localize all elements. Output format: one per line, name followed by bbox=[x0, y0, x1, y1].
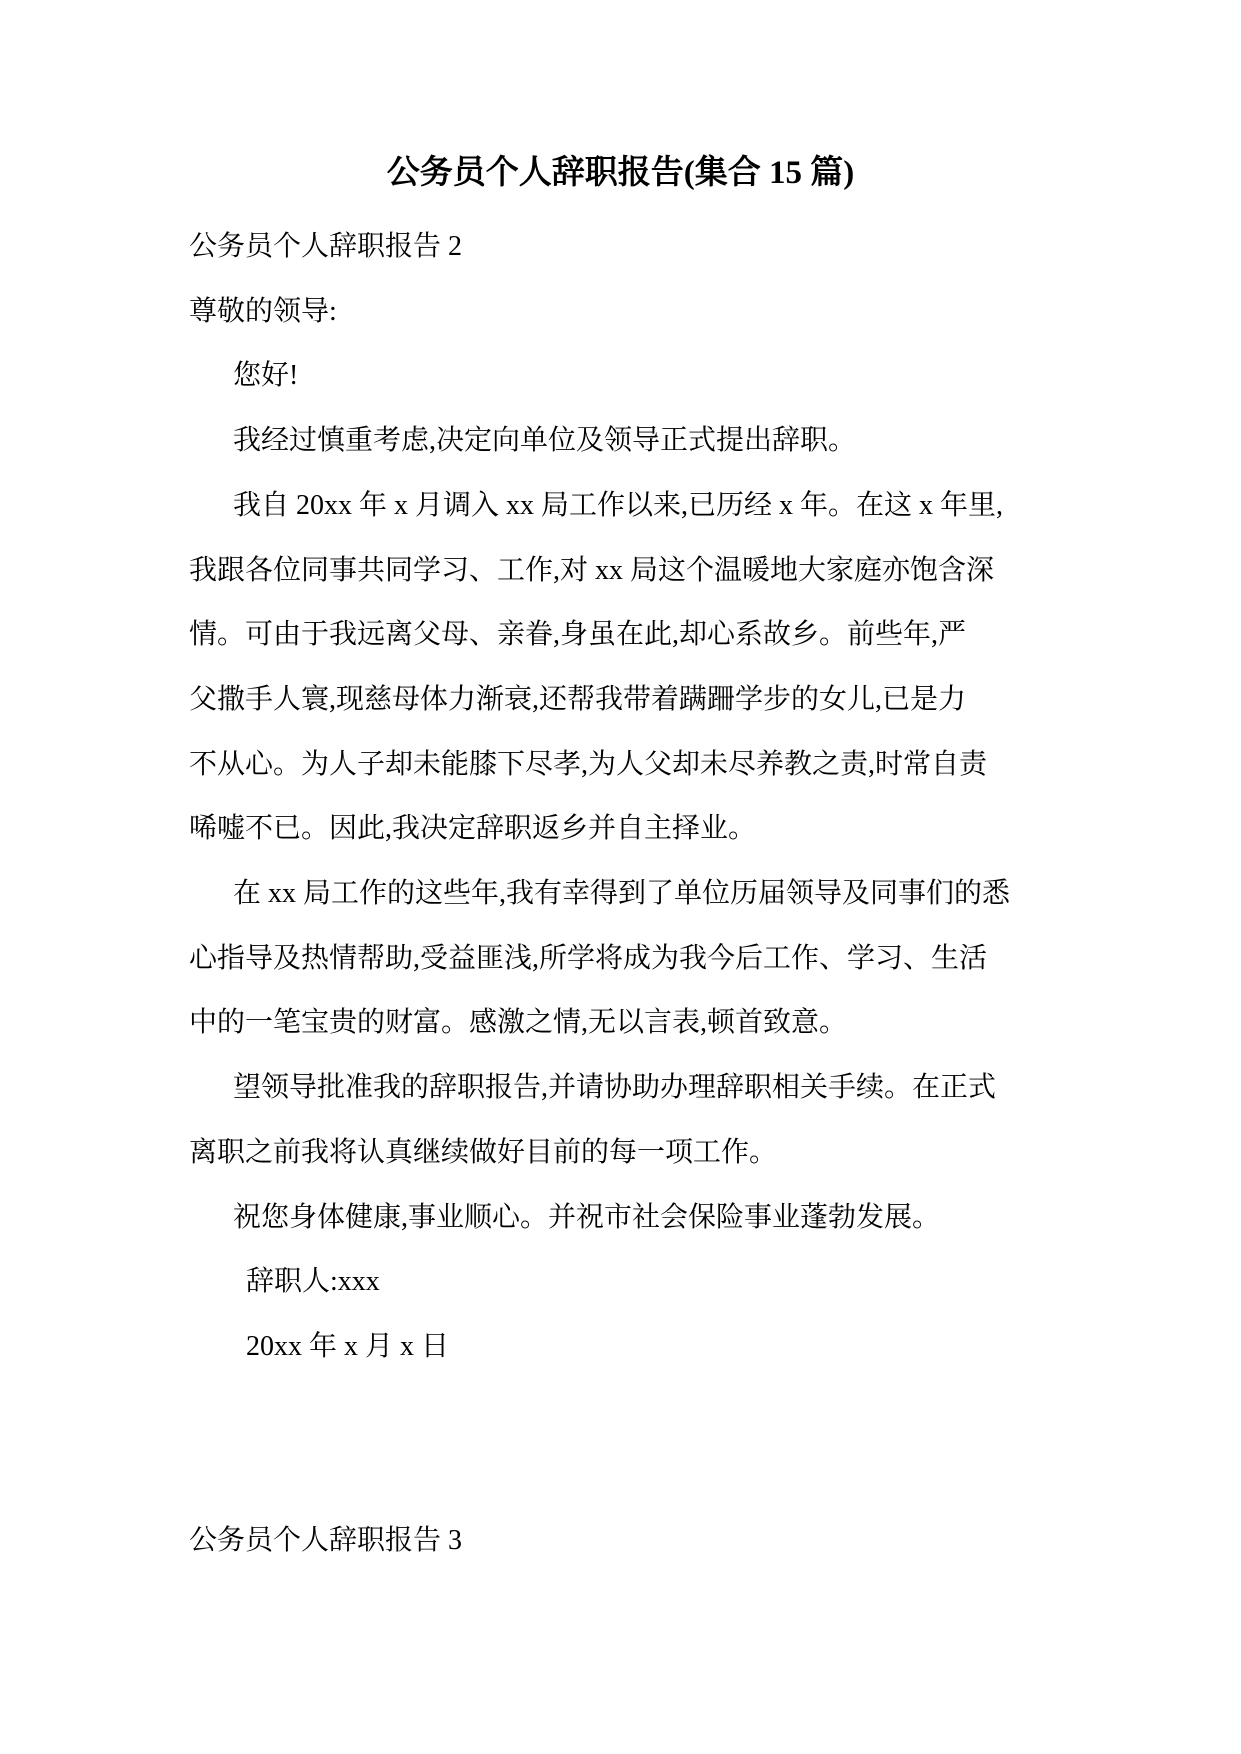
document-line: 公务员个人辞职报告 2 bbox=[189, 231, 463, 262]
document-line: 心指导及热情帮助,受益匪浅,所学将成为我今后工作、学习、生活 bbox=[189, 942, 988, 974]
document-line: 在 xx 局工作的这些年,我有幸得到了单位历届领导及同事们的悉 bbox=[233, 878, 1011, 910]
document-line bbox=[189, 1380, 1094, 1445]
document-line: 不从心。为人子却未能膝下尽孝,为人父却未尽养教之责,时常自责 bbox=[189, 748, 988, 780]
document-line: 离职之前我将认真继续做好目前的每一项工作。 bbox=[189, 1136, 778, 1168]
document-line: 您好! bbox=[233, 360, 299, 392]
document-line: 祝您身体健康,事业顺心。并祝市社会保险事业蓬勃发展。 bbox=[233, 1201, 941, 1233]
document-title: 公务员个人辞职报告(集合 15 篇) bbox=[386, 155, 855, 191]
document-line: 唏嘘不已。因此,我决定辞职返乡并自主择业。 bbox=[189, 813, 757, 845]
document-line: 20xx 年 x 月 x 日 bbox=[246, 1330, 450, 1362]
document-line: 公务员个人辞职报告 3 bbox=[189, 1525, 463, 1557]
document-line: 情。可由于我远离父母、亲眷,身虽在此,却心系故乡。前些年,严 bbox=[189, 619, 967, 651]
document-line: 尊敬的领导: bbox=[189, 295, 337, 327]
document-line: 父撒手人寰,现慈母体力渐衰,还帮我带着蹒跚学步的女儿,已是力 bbox=[189, 683, 967, 715]
document-line: 我跟各位同事共同学习、工作,对 xx 局这个温暖地大家庭亦饱含深 bbox=[189, 554, 995, 586]
document-line: 望领导批准我的辞职报告,并请协助办理辞职相关手续。在正式 bbox=[233, 1072, 997, 1104]
document-line bbox=[189, 1444, 1094, 1509]
document-body bbox=[189, 215, 1094, 1574]
document-line: 中的一笔宝贵的财富。感激之情,无以言表,顿首致意。 bbox=[189, 1007, 848, 1039]
document-line: 我自 20xx 年 x 月调入 xx 局工作以来,已历经 x 年。在这 x 年里, bbox=[233, 489, 1004, 521]
document-line: 我经过慎重考虑,决定向单位及领导正式提出辞职。 bbox=[233, 425, 857, 457]
document-line: 辞职人:xxx bbox=[246, 1266, 380, 1298]
